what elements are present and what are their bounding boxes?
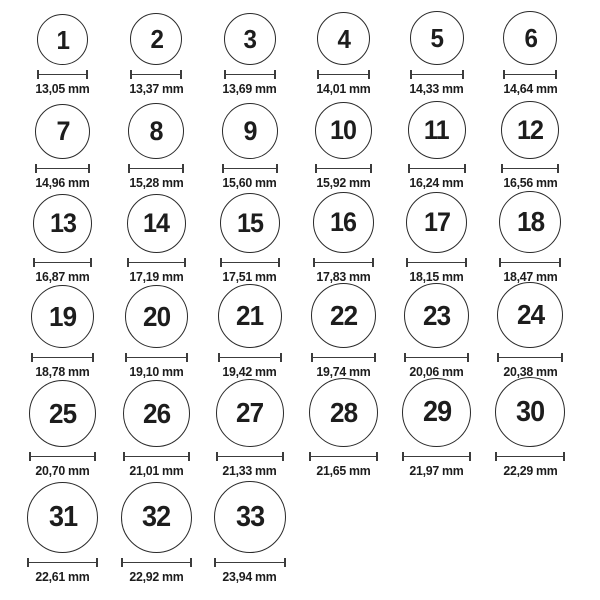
diameter-measure-line <box>499 258 561 267</box>
diameter-measure-line <box>501 164 559 173</box>
diameter-label: 13,69 mm <box>222 81 277 96</box>
ring-size-item <box>484 282 578 379</box>
ring-circle <box>130 13 182 65</box>
diameter-label: 18,15 mm <box>409 269 464 284</box>
ring-size-number: 22 <box>329 299 357 331</box>
diameter-label: 20,70 mm <box>35 463 90 478</box>
diameter-measure-line <box>313 258 374 267</box>
ring-circle <box>214 481 286 553</box>
ring-size-number: 31 <box>48 501 77 533</box>
ring-circle <box>127 194 186 253</box>
ring-size-number: 12 <box>517 114 544 145</box>
chart-row <box>16 10 600 96</box>
ring-circle <box>123 380 190 447</box>
diameter-label: 22,92 mm <box>129 569 184 584</box>
ring-size-number: 16 <box>330 207 357 237</box>
ring-size-item <box>110 285 204 379</box>
ring-circle <box>497 282 563 348</box>
ring-size-number: 29 <box>422 396 451 428</box>
diameter-measure-line <box>495 452 565 461</box>
diameter-measure-line <box>224 70 276 79</box>
diameter-label: 19,42 mm <box>222 364 277 379</box>
ring-circle <box>27 482 98 553</box>
diameter-label: 22,29 mm <box>503 463 558 478</box>
ring-circle <box>224 13 276 65</box>
ring-size-item <box>484 191 578 284</box>
diameter-measure-line <box>222 164 278 173</box>
diameter-measure-line <box>37 70 88 79</box>
diameter-label: 17,83 mm <box>316 269 371 284</box>
ring-circle <box>408 101 466 159</box>
ring-circle <box>220 193 280 253</box>
diameter-measure-line <box>317 70 370 79</box>
diameter-label: 22,61 mm <box>35 569 90 584</box>
diameter-label: 14,33 mm <box>409 81 464 96</box>
diameter-label: 21,97 mm <box>409 463 464 478</box>
ring-circle <box>125 285 188 348</box>
ring-size-item <box>110 13 204 96</box>
diameter-label: 19,74 mm <box>316 364 371 379</box>
ring-size-item <box>110 103 204 190</box>
chart-row <box>16 96 600 190</box>
ring-circle <box>33 194 92 253</box>
ring-size-item <box>16 104 110 190</box>
diameter-measure-line <box>35 164 90 173</box>
ring-size-number: 7 <box>56 116 70 146</box>
ring-circle <box>29 380 96 447</box>
ring-size-item <box>203 284 297 379</box>
diameter-measure-line <box>503 70 557 79</box>
ring-size-number: 30 <box>516 395 545 428</box>
ring-size-item <box>203 13 297 96</box>
diameter-measure-line <box>311 353 376 362</box>
ring-size-number: 2 <box>149 24 163 54</box>
ring-size-number: 18 <box>516 206 544 237</box>
diameter-label: 14,01 mm <box>316 81 371 96</box>
diameter-measure-line <box>123 452 190 461</box>
diameter-label: 20,38 mm <box>503 364 558 379</box>
chart-row <box>16 284 600 379</box>
ring-circle <box>410 11 464 65</box>
diameter-measure-line <box>29 452 96 461</box>
diameter-measure-line <box>309 452 378 461</box>
ring-circle <box>406 192 467 253</box>
ring-size-number: 8 <box>149 115 163 146</box>
ring-size-number: 19 <box>49 300 77 332</box>
diameter-measure-line <box>406 258 467 267</box>
ring-circle <box>218 284 282 348</box>
diameter-measure-line <box>214 558 286 567</box>
diameter-measure-line <box>315 164 372 173</box>
ring-size-number: 4 <box>336 23 350 54</box>
ring-size-item <box>203 481 297 584</box>
diameter-measure-line <box>127 258 186 267</box>
ring-circle <box>315 102 372 159</box>
ring-size-number: 5 <box>430 23 444 53</box>
diameter-measure-line <box>220 258 280 267</box>
ring-circle <box>311 283 376 348</box>
ring-size-number: 3 <box>243 24 257 54</box>
chart-row <box>16 478 600 584</box>
ring-size-number: 11 <box>424 114 450 145</box>
diameter-measure-line <box>121 558 192 567</box>
ring-size-number: 25 <box>49 397 77 429</box>
ring-size-number: 27 <box>236 397 264 428</box>
diameter-label: 16,24 mm <box>409 175 464 190</box>
diameter-label: 21,65 mm <box>316 463 371 478</box>
diameter-label: 16,87 mm <box>35 269 90 284</box>
diameter-label: 13,37 mm <box>129 81 184 96</box>
diameter-label: 16,56 mm <box>503 175 558 190</box>
chart-row <box>16 190 600 284</box>
ring-circle <box>402 378 471 447</box>
diameter-measure-line <box>410 70 464 79</box>
ring-circle <box>222 103 278 159</box>
ring-size-number: 26 <box>142 397 170 429</box>
ring-size-item <box>484 11 578 96</box>
diameter-measure-line <box>216 452 284 461</box>
ring-circle <box>31 285 94 348</box>
ring-circle <box>503 11 557 65</box>
ring-circle <box>309 378 378 447</box>
ring-size-number: 15 <box>236 207 263 238</box>
ring-size-item <box>484 377 578 478</box>
ring-circle <box>501 101 559 159</box>
diameter-label: 18,78 mm <box>35 364 90 379</box>
ring-size-item <box>297 378 391 478</box>
diameter-label: 13,05 mm <box>35 81 90 96</box>
ring-size-item <box>16 482 110 584</box>
diameter-label: 17,51 mm <box>222 269 277 284</box>
ring-size-item <box>203 193 297 284</box>
ring-size-item <box>16 14 110 96</box>
ring-circle <box>121 482 192 553</box>
ring-size-item <box>390 378 484 478</box>
ring-size-number: 13 <box>49 208 76 238</box>
diameter-measure-line <box>130 70 182 79</box>
diameter-label: 23,94 mm <box>222 569 277 584</box>
diameter-measure-line <box>218 353 282 362</box>
ring-size-item <box>390 283 484 379</box>
diameter-measure-line <box>27 558 98 567</box>
diameter-label: 15,28 mm <box>129 175 184 190</box>
diameter-label: 19,10 mm <box>129 364 184 379</box>
diameter-label: 17,19 mm <box>129 269 184 284</box>
diameter-label: 18,47 mm <box>503 269 558 284</box>
ring-circle <box>216 379 284 447</box>
chart-row <box>16 379 600 478</box>
ring-circle <box>313 192 374 253</box>
ring-circle <box>499 191 561 253</box>
ring-circle <box>35 104 90 159</box>
ring-circle <box>128 103 184 159</box>
ring-circle <box>404 283 469 348</box>
ring-size-item <box>390 192 484 284</box>
ring-circle <box>495 377 565 447</box>
ring-size-number: 32 <box>142 501 171 533</box>
diameter-measure-line <box>408 164 466 173</box>
ring-circle <box>317 12 370 65</box>
ring-size-number: 33 <box>235 500 264 533</box>
ring-size-item <box>110 482 204 584</box>
ring-size-number: 28 <box>329 396 357 428</box>
diameter-label: 15,92 mm <box>316 175 371 190</box>
ring-size-item <box>390 11 484 96</box>
diameter-label: 14,96 mm <box>35 175 90 190</box>
ring-size-number: 20 <box>142 300 170 332</box>
ring-size-number: 17 <box>423 207 450 237</box>
ring-size-item <box>203 379 297 478</box>
diameter-measure-line <box>404 353 469 362</box>
diameter-label: 14,64 mm <box>503 81 558 96</box>
ring-size-item <box>390 101 484 190</box>
ring-size-number: 14 <box>143 208 170 238</box>
ring-size-number: 9 <box>243 115 257 146</box>
ring-size-item <box>16 285 110 379</box>
ring-size-item <box>297 283 391 379</box>
ring-size-number: 6 <box>523 23 537 53</box>
diameter-measure-line <box>33 258 92 267</box>
diameter-measure-line <box>497 353 563 362</box>
ring-size-number: 24 <box>516 299 544 330</box>
ring-size-item <box>110 380 204 478</box>
ring-size-item <box>203 103 297 190</box>
diameter-label: 20,06 mm <box>409 364 464 379</box>
diameter-label: 21,01 mm <box>129 463 184 478</box>
diameter-measure-line <box>402 452 471 461</box>
diameter-measure-line <box>31 353 94 362</box>
ring-size-item <box>16 380 110 478</box>
diameter-label: 21,33 mm <box>222 463 277 478</box>
diameter-measure-line <box>128 164 184 173</box>
ring-size-number: 23 <box>423 299 451 331</box>
ring-size-item <box>16 194 110 284</box>
ring-size-item <box>110 194 204 284</box>
diameter-label: 15,60 mm <box>222 175 277 190</box>
ring-circle <box>37 14 88 65</box>
ring-size-item <box>297 102 391 190</box>
ring-size-item <box>297 12 391 96</box>
ring-size-item <box>297 192 391 284</box>
ring-size-number: 10 <box>330 115 357 145</box>
diameter-measure-line <box>125 353 188 362</box>
ring-size-item <box>484 101 578 190</box>
ring-size-number: 21 <box>236 300 264 331</box>
ring-size-number: 1 <box>56 24 70 55</box>
